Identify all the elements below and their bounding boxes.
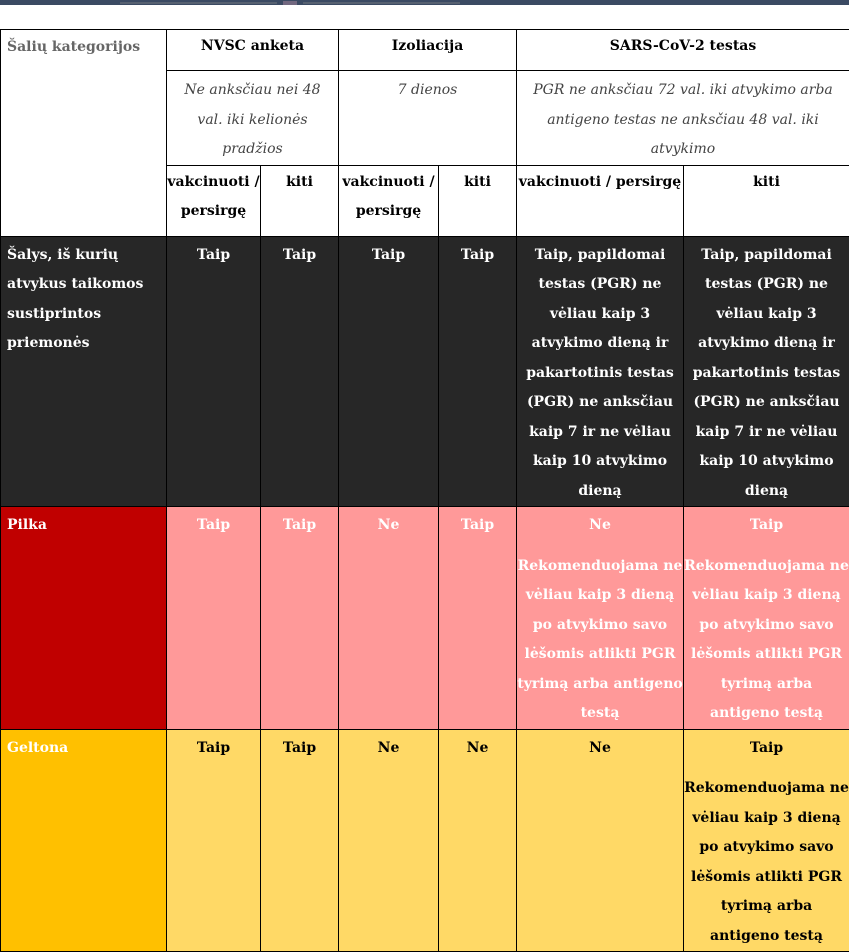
cell-value: Taip (684, 511, 849, 541)
row-category: Geltona (1, 729, 167, 952)
cell-recommendation: Rekomenduojama ne vėliau kaip 3 dieną po atvykimo savo lėšomis atlikti PGR tyrimą arba antigeno testą (517, 552, 683, 729)
header-nvsc: NVSC anketa (167, 30, 339, 71)
cell-value: Ne (517, 511, 683, 541)
table-cell: Taip, papildomai testas (PGR) ne vėliau kaip 3 atvykimo dieną ir pakartotinis testas (PGR) ne anksčiau kaip 7 ir ne vėliau kaip 10 atvykimo dieną (517, 236, 684, 507)
country-categories-table (0, 29, 849, 952)
table-cell: Ne (517, 729, 684, 952)
note-test: PGR ne anksčiau 72 val. iki atvykimo arba antigeno testas ne anksčiau 48 val. iki atvykimo (517, 71, 849, 166)
row-category: Šalys, iš kurių atvykus taikomos sustiprintos priemonės (1, 236, 167, 507)
table-cell: Taip (261, 507, 339, 730)
table-row (1, 507, 849, 730)
table-cell: Taip, papildomai testas (PGR) ne vėliau kaip 3 atvykimo dieną ir pakartotinis testas (PGR) ne anksčiau kaip 7 ir ne vėliau kaip 10 atvykimo dieną (684, 236, 849, 507)
table-row (1, 729, 849, 952)
cell-recommendation: Rekomenduojama ne vėliau kaip 3 dieną po atvykimo savo lėšomis atlikti PGR tyrimą arba antigeno testą (684, 552, 849, 729)
table-cell: Ne (339, 507, 439, 730)
header-isolation: Izoliacija (339, 30, 517, 71)
table-cell: Taip (439, 236, 517, 507)
table-cell: Taip (261, 729, 339, 952)
table-cell: Taip (261, 236, 339, 507)
legend-swatch-icon (283, 1, 297, 5)
header-category: Šalių kategorijos (1, 30, 167, 237)
table-cell (684, 507, 849, 730)
table-cell: Taip (167, 729, 261, 952)
table-cell: Taip (167, 507, 261, 730)
table-cell: Taip (439, 507, 517, 730)
sub-header: vakcinuoti / persirgę (517, 165, 684, 236)
cell-recommendation: Rekomenduojama ne vėliau kaip 3 dieną po atvykimo savo lėšomis atlikti PGR tyrimą arba antigeno testą (684, 774, 849, 951)
table-cell: Ne (439, 729, 517, 952)
cell-value: Taip (684, 734, 849, 764)
table-cell: Taip (167, 236, 261, 507)
note-nvsc: Ne anksčiau nei 48 val. iki kelionės pradžios (167, 71, 339, 166)
table-cell: Taip (339, 236, 439, 507)
sub-header: kiti (261, 165, 339, 236)
table-row (1, 236, 849, 507)
table-cell: Ne (339, 729, 439, 952)
sub-header: kiti (439, 165, 517, 236)
table-cell (517, 507, 684, 730)
note-isolation: 7 dienos (339, 71, 517, 166)
sub-header: vakcinuoti / persirgę (339, 165, 439, 236)
cut-off-caption (120, 0, 460, 5)
header-test: SARS-CoV-2 testas (517, 30, 849, 71)
table-cell (684, 729, 849, 952)
sub-header: kiti (684, 165, 849, 236)
row-category: Pilka (1, 507, 167, 730)
sub-header: vakcinuoti / persirgę (167, 165, 261, 236)
